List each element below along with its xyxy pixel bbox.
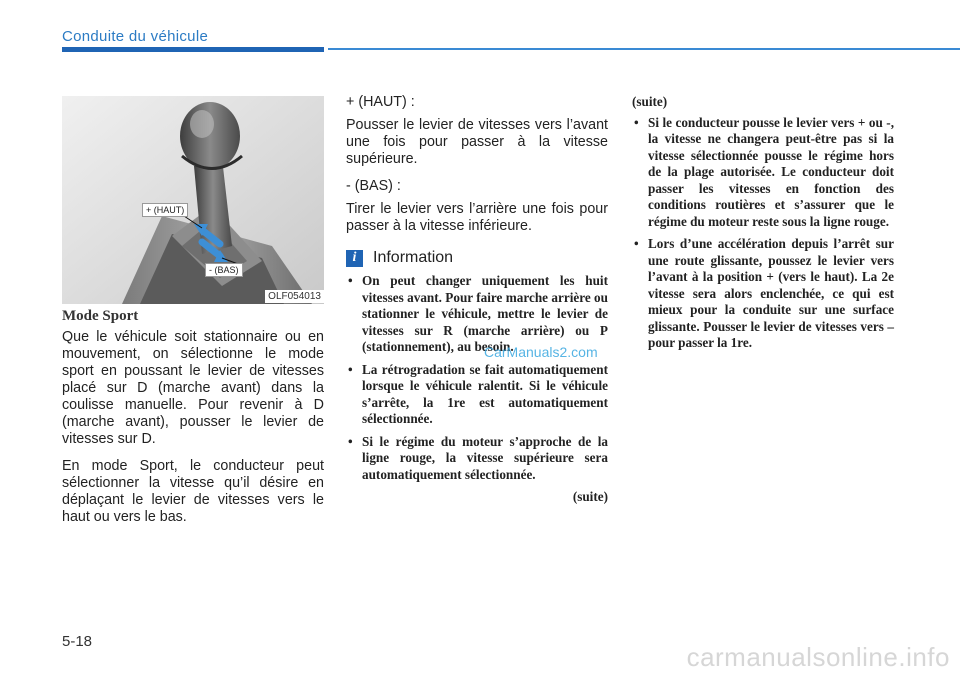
label-down: - (BAS) [205,263,243,277]
bas-text: Tirer le levier vers l’arrière une fois pour passer à la vitesse inférieure. [346,201,608,234]
figure-code: OLF054013 [265,290,324,303]
information-title: Information [373,249,454,266]
header-rule-light [328,48,960,50]
list-item: • On peut changer uniquement les huit vitesses avant. Pour faire marche arrière ou stationner le véhicule, mettre le levier de vitesses sur R (marche arrière) ou P (stationnement), au besoin. [346,273,608,356]
haut-label: + (HAUT) : [346,94,415,110]
information-list [346,273,608,483]
column-left [62,308,324,536]
list-item: • Lors d’une accélération depuis l’arrêt sur une route glissante, poussez le levier vers l’avant à la position + (vers le haut). La 2e vitesse sera alors enclenchée, ce qui est mieux pour la conduite sur une surface glissante. Pousser le levier de vitesses vers – pour passer la 1re. [632,236,894,352]
mode-sport-heading: Mode Sport [62,308,139,324]
gear-lever-illustration [62,96,324,304]
bas-label: - (BAS) : [346,178,401,194]
continued-label: (suite) [632,94,668,109]
section-title: Conduite du véhicule [62,28,209,45]
info-icon: i [346,250,363,267]
gear-lever-figure [62,96,324,304]
column-middle [346,94,608,506]
paragraph: En mode Sport, le conducteur peut sélectionner la vitesse qu’il désire en déplaçant le levier de vitesses vers le haut ou vers le bas. [62,458,324,525]
continued-list [632,115,894,352]
list-item: • Si le conducteur pousse le levier vers + ou -, la vitesse ne changera peut-être pas si la vitesse sélectionnée pousse le régime hors de la plage autorisée. Le conducteur doit passer les vitesses en fonction des conditions routières et s’assurer que le régime du moteur reste sous la ligne rouge. [632,115,894,231]
site-watermark: carmanualsonline.info [686,642,950,672]
page-number: 5-18 [62,633,93,650]
column-right [632,94,894,358]
list-item: • Si le régime du moteur s’approche de la ligne rouge, la vitesse supérieure sera automatiquement sélectionnée. [346,434,608,484]
label-up: + (HAUT) [142,203,188,217]
information-header [346,249,608,267]
paragraph: Que le véhicule soit stationnaire ou en mouvement, on sélectionne le mode sport en poussant le levier de vitesses placé sur D (marche avant) dans la coulisse manuelle. Pour revenir à D (marche avant), pousser le levier de vitesses sur D. [62,329,324,447]
continued-label: (suite) [572,489,608,504]
watermark-text: CarManuals2.com [484,344,598,360]
header-rule-dark [62,47,324,52]
haut-text: Pousser le levier de vitesses vers l’avant une fois pour passer à la vitesse supérieure. [346,117,608,167]
list-item: • La rétrogradation se fait automatiquement lorsque le véhicule ralentit. Si le véhicule s’arrête, la 1re est automatiquement sélectionnée. [346,362,608,428]
